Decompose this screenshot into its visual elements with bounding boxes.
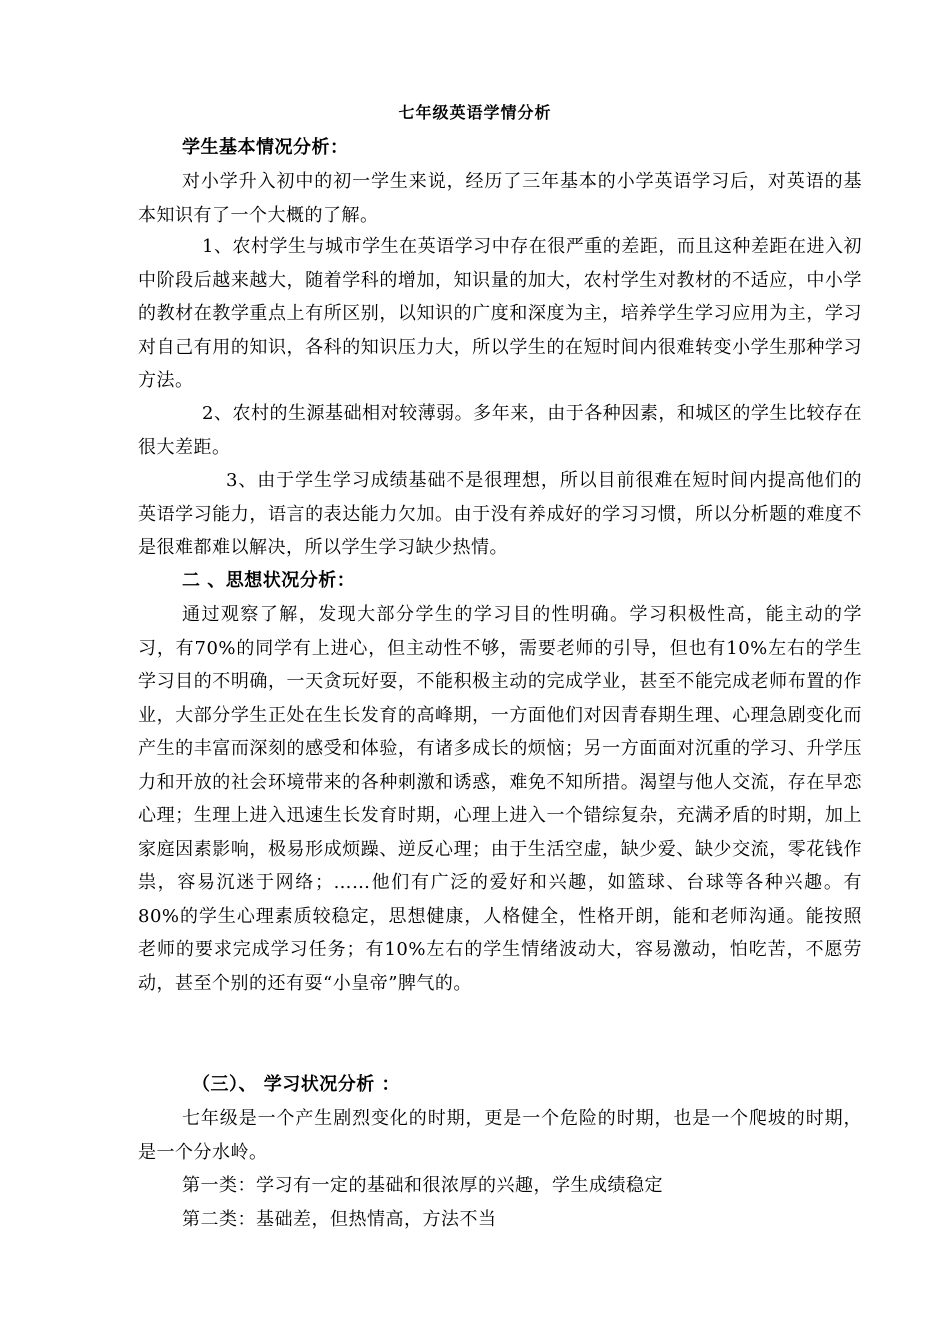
section-3-heading: （三）、 学习状况分析 ： [192, 1074, 401, 1095]
item-3-paragraph: 3、由于学生学习成绩基础不是很理想，所以目前很难在短时间内提高他们的英语学习能力，语言的表达能力欠加。由于没有养成好的学习习惯，所以分析题的难度不是很难都难以解决，所以学生学习缺少热情。 [138, 470, 862, 558]
class-2-line: 第二类：基础差，但热情高，方法不当 [182, 1209, 497, 1230]
section-2-heading: 二 、思想状况分析： [182, 570, 356, 591]
document-title: 七年级英语学情分析 [398, 103, 552, 122]
item-2-paragraph: 2、农村的生源基础相对较薄弱。多年来，由于各种因素，和城区的学生比较存在很大差距。 [138, 403, 862, 458]
section-3-paragraph: 七年级是一个产生剧烈变化的时期，更是一个危险的时期，也是一个爬坡的时期，是一个分水岭。 [138, 1108, 862, 1163]
intro-paragraph: 对小学升入初中的初一学生来说，经历了三年基本的小学英语学习后，对英语的基本知识有了一个大概的了解。 [138, 171, 862, 226]
section-2-paragraph: 通过观察了解，发现大部分学生的学习目的性明确。学习积极性高，能主动的学习，有70%的同学有上进心，但主动性不够，需要老师的引导，但也有10%左右的学生学习目的不明确，一天贪玩好耍，不能积极主动的完成学业，甚至不能完成老师布置的作业，大部分学生正处在生长发育的高峰期，一方面他们对因青春期生理、心理急剧变化而产生的丰富而深刻的感受和体验，有诸多成长的烦恼；另一方面面对沉重的学习、升学压力和开放的社会环境带来的各种刺激和诱惑，难免不知所措。渴望与他人交流，存在早恋心理；生理上进入迅速生长发育时期，心理上进入一个错综复杂，充满矛盾的时期，加上家庭因素影响，极易形成烦躁、逆反心理；由于生活空虚，缺少爱、缺少交流，零花钱作祟，容易沉迷于网络；……他们有广泛的爱好和兴趣，如篮球、台球等各种兴趣。有80%的学生心理素质较稳定，思想健康，人格健全，性格开朗，能和老师沟通。能按照老师的要求完成学习任务；有10%左右的学生情绪波动大，容易激动，怕吃苦，不愿劳动，甚至个别的还有耍“小皇帝”脾气的。 [138, 604, 862, 994]
intro-heading: 学生基本情况分析： [182, 137, 349, 158]
item-1-paragraph: 1、农村学生与城市学生在英语学习中存在很严重的差距，而且这种差距在进入初中阶段后越来越大，随着学科的增加，知识量的加大，农村学生对教材的不适应，中小学的教材在教学重点上有所区别，以知识的广度和深度为主，培养学生学习应用为主，学习对自己有用的知识，各科的知识压力大，所以学生的在短时间内很难转变小学生那种学习方法。 [138, 236, 862, 391]
class-1-line: 第一类：学习有一定的基础和很浓厚的兴趣，学生成绩稳定 [182, 1175, 663, 1196]
